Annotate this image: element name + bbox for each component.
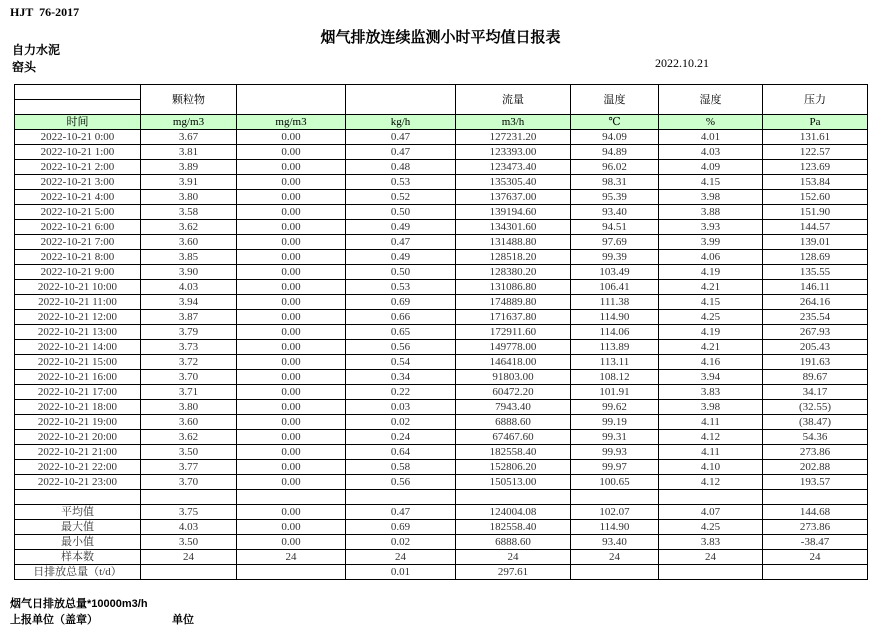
value-cell: 131086.80 <box>456 280 571 295</box>
unit-mgm3-b: mg/m3 <box>237 115 346 130</box>
value-cell: 4.21 <box>659 340 763 355</box>
value-cell: 3.72 <box>141 355 237 370</box>
value-cell: 24 <box>763 550 868 565</box>
unit-percent: % <box>659 115 763 130</box>
value-cell: 3.60 <box>141 415 237 430</box>
value-cell: 99.97 <box>571 460 659 475</box>
value-cell: 0.00 <box>237 475 346 490</box>
value-cell: (32.55) <box>763 400 868 415</box>
value-cell: 0.00 <box>237 520 346 535</box>
value-cell: 149778.00 <box>456 340 571 355</box>
value-cell: 3.88 <box>659 205 763 220</box>
value-cell: 3.83 <box>659 535 763 550</box>
value-cell: 6888.60 <box>456 415 571 430</box>
value-cell: 3.83 <box>659 385 763 400</box>
value-cell: 3.58 <box>141 205 237 220</box>
value-cell: 101.91 <box>571 385 659 400</box>
value-cell: 108.12 <box>571 370 659 385</box>
value-cell: 4.07 <box>659 505 763 520</box>
value-cell: 297.61 <box>456 565 571 580</box>
unit-kgh: kg/h <box>346 115 456 130</box>
page-title: 烟气排放连续监测小时平均值日报表 <box>320 29 561 46</box>
value-cell: 152806.20 <box>456 460 571 475</box>
value-cell: 0.47 <box>346 235 456 250</box>
table-row <box>15 325 868 340</box>
value-cell: 3.98 <box>659 400 763 415</box>
value-cell: 0.00 <box>237 205 346 220</box>
value-cell: 100.65 <box>571 475 659 490</box>
value-cell: 0.00 <box>237 385 346 400</box>
time-cell: 2022-10-21 2:00 <box>15 160 141 175</box>
summary-label-cell: 样本数 <box>15 550 141 565</box>
value-cell: 4.01 <box>659 130 763 145</box>
value-cell: 152.60 <box>763 190 868 205</box>
value-cell: 139.01 <box>763 235 868 250</box>
value-cell: 3.80 <box>141 400 237 415</box>
table-row <box>15 310 868 325</box>
value-cell: 3.94 <box>141 295 237 310</box>
time-cell: 2022-10-21 10:00 <box>15 280 141 295</box>
value-cell: 144.68 <box>763 505 868 520</box>
value-cell: 3.80 <box>141 190 237 205</box>
value-cell: 103.49 <box>571 265 659 280</box>
value-cell: 0.54 <box>346 355 456 370</box>
value-cell: 99.31 <box>571 430 659 445</box>
value-cell: 273.86 <box>763 445 868 460</box>
spacer-row <box>15 490 868 505</box>
table-row <box>15 265 868 280</box>
time-cell: 2022-10-21 16:00 <box>15 370 141 385</box>
value-cell: 4.15 <box>659 295 763 310</box>
value-cell: 24 <box>571 550 659 565</box>
table-row <box>15 160 868 175</box>
time-header: 时间 <box>15 115 141 130</box>
value-cell: 98.31 <box>571 175 659 190</box>
table-row <box>15 430 868 445</box>
table-row <box>15 250 868 265</box>
value-cell: 4.12 <box>659 475 763 490</box>
value-cell: 96.02 <box>571 160 659 175</box>
value-cell: 0.00 <box>237 220 346 235</box>
value-cell: 94.51 <box>571 220 659 235</box>
value-cell: -38.47 <box>763 535 868 550</box>
report-unit-label: 上报单位（盖章） <box>10 614 98 626</box>
value-cell: 4.19 <box>659 265 763 280</box>
time-cell: 2022-10-21 21:00 <box>15 445 141 460</box>
unit-header-row <box>15 115 868 130</box>
value-cell: 150513.00 <box>456 475 571 490</box>
value-cell: 193.57 <box>763 475 868 490</box>
value-cell: 131.61 <box>763 130 868 145</box>
value-cell: 0.66 <box>346 310 456 325</box>
value-cell: 0.64 <box>346 445 456 460</box>
value-cell: 91803.00 <box>456 370 571 385</box>
value-cell: 60472.20 <box>456 385 571 400</box>
corner-cell-bottom <box>15 100 141 115</box>
value-cell: 93.40 <box>571 535 659 550</box>
value-cell: 94.09 <box>571 130 659 145</box>
value-cell: 137637.00 <box>456 190 571 205</box>
value-cell: 24 <box>659 550 763 565</box>
value-cell: 0.69 <box>346 520 456 535</box>
footer-note: 烟气日排放总量*10000m3/h <box>10 598 148 610</box>
value-cell: 264.16 <box>763 295 868 310</box>
corner-cell-top <box>15 85 141 100</box>
value-cell: 4.06 <box>659 250 763 265</box>
value-cell: 4.21 <box>659 280 763 295</box>
value-cell: 0.00 <box>237 295 346 310</box>
value-cell: 0.65 <box>346 325 456 340</box>
table-row <box>15 205 868 220</box>
value-cell: 34.17 <box>763 385 868 400</box>
table-row <box>15 550 868 565</box>
value-cell: 114.90 <box>571 310 659 325</box>
time-cell: 2022-10-21 7:00 <box>15 235 141 250</box>
table-row <box>15 235 868 250</box>
value-cell: 54.36 <box>763 430 868 445</box>
value-cell: 93.40 <box>571 205 659 220</box>
value-cell: 3.85 <box>141 250 237 265</box>
value-cell: 172911.60 <box>456 325 571 340</box>
table-row <box>15 400 868 415</box>
company-name: 自力水泥 <box>12 43 61 57</box>
unit-mgm3-a: mg/m3 <box>141 115 237 130</box>
value-cell: 106.41 <box>571 280 659 295</box>
value-cell: 124004.08 <box>456 505 571 520</box>
value-cell: 3.90 <box>141 265 237 280</box>
value-cell: 0.00 <box>237 415 346 430</box>
value-cell: 4.03 <box>141 280 237 295</box>
table-row <box>15 190 868 205</box>
table-row <box>15 505 868 520</box>
value-cell: 127231.20 <box>456 130 571 145</box>
value-cell <box>237 565 346 580</box>
value-cell: 3.62 <box>141 430 237 445</box>
value-cell: 4.12 <box>659 430 763 445</box>
value-cell: 0.56 <box>346 340 456 355</box>
value-cell: 113.89 <box>571 340 659 355</box>
value-cell: 24 <box>237 550 346 565</box>
value-cell: 0.00 <box>237 460 346 475</box>
value-cell: 135.55 <box>763 265 868 280</box>
value-cell: 235.54 <box>763 310 868 325</box>
value-cell: 3.94 <box>659 370 763 385</box>
value-cell: 3.75 <box>141 505 237 520</box>
value-cell: 3.81 <box>141 145 237 160</box>
report-date: 2022.10.21 <box>655 56 709 70</box>
value-cell: 3.79 <box>141 325 237 340</box>
value-cell: 3.73 <box>141 340 237 355</box>
value-cell: 171637.80 <box>456 310 571 325</box>
value-cell: 4.25 <box>659 520 763 535</box>
table-row <box>15 340 868 355</box>
value-cell: 151.90 <box>763 205 868 220</box>
value-cell: 0.00 <box>237 340 346 355</box>
value-cell: 0.00 <box>237 310 346 325</box>
value-cell: 0.52 <box>346 190 456 205</box>
value-cell: 0.02 <box>346 415 456 430</box>
value-cell: 0.00 <box>237 160 346 175</box>
value-cell: 0.53 <box>346 280 456 295</box>
col-header-temperature: 温度 <box>571 85 659 115</box>
value-cell: 131488.80 <box>456 235 571 250</box>
value-cell: 0.00 <box>237 190 346 205</box>
value-cell: 0.56 <box>346 475 456 490</box>
value-cell: 99.62 <box>571 400 659 415</box>
value-cell: 273.86 <box>763 520 868 535</box>
value-cell: 4.03 <box>141 520 237 535</box>
value-cell <box>571 565 659 580</box>
value-cell: 3.50 <box>141 445 237 460</box>
value-cell: 0.58 <box>346 460 456 475</box>
value-cell: 0.47 <box>346 505 456 520</box>
table-row <box>15 130 868 145</box>
unit-pa: Pa <box>763 115 868 130</box>
time-cell: 2022-10-21 14:00 <box>15 340 141 355</box>
table-row <box>15 355 868 370</box>
value-cell: 3.99 <box>659 235 763 250</box>
time-cell: 2022-10-21 4:00 <box>15 190 141 205</box>
time-cell: 2022-10-21 12:00 <box>15 310 141 325</box>
time-cell: 2022-10-21 9:00 <box>15 265 141 280</box>
col-header-blank-1 <box>237 85 346 115</box>
value-cell: 3.70 <box>141 370 237 385</box>
value-cell: 146.11 <box>763 280 868 295</box>
value-cell: 0.00 <box>237 265 346 280</box>
value-cell: 0.49 <box>346 250 456 265</box>
value-cell: 0.02 <box>346 535 456 550</box>
time-cell: 2022-10-21 1:00 <box>15 145 141 160</box>
value-cell: 99.93 <box>571 445 659 460</box>
spacer-body <box>15 490 868 505</box>
value-cell: 3.87 <box>141 310 237 325</box>
time-cell: 2022-10-21 18:00 <box>15 400 141 415</box>
table-row <box>15 280 868 295</box>
value-cell: 24 <box>141 550 237 565</box>
value-cell: 174889.80 <box>456 295 571 310</box>
value-cell: 3.67 <box>141 130 237 145</box>
value-cell: 4.11 <box>659 445 763 460</box>
summary-body <box>15 505 868 580</box>
value-cell: 0.49 <box>346 220 456 235</box>
value-cell: 67467.60 <box>456 430 571 445</box>
value-cell: 139194.60 <box>456 205 571 220</box>
value-cell: 128.69 <box>763 250 868 265</box>
time-cell: 2022-10-21 19:00 <box>15 415 141 430</box>
value-cell: 0.00 <box>237 130 346 145</box>
value-cell: 123393.00 <box>456 145 571 160</box>
time-cell: 2022-10-21 22:00 <box>15 460 141 475</box>
value-cell: 113.11 <box>571 355 659 370</box>
time-cell: 2022-10-21 23:00 <box>15 475 141 490</box>
group-header-row <box>15 85 868 100</box>
table-row <box>15 175 868 190</box>
table-row <box>15 520 868 535</box>
time-cell: 2022-10-21 0:00 <box>15 130 141 145</box>
unit-m3h: m3/h <box>456 115 571 130</box>
value-cell: 89.67 <box>763 370 868 385</box>
value-cell: 3.98 <box>659 190 763 205</box>
value-cell: 146418.00 <box>456 355 571 370</box>
value-cell: 0.00 <box>237 505 346 520</box>
value-cell: 153.84 <box>763 175 868 190</box>
table-row <box>15 295 868 310</box>
value-cell: 4.25 <box>659 310 763 325</box>
value-cell: 128518.20 <box>456 250 571 265</box>
value-cell: 0.34 <box>346 370 456 385</box>
table-row <box>15 445 868 460</box>
value-cell: 4.19 <box>659 325 763 340</box>
value-cell: 0.00 <box>237 325 346 340</box>
value-cell: 0.24 <box>346 430 456 445</box>
value-cell: 4.09 <box>659 160 763 175</box>
standard-ref: HJT 76-2017 <box>10 5 80 19</box>
col-header-humidity: 湿度 <box>659 85 763 115</box>
col-header-particulate: 颗粒物 <box>141 85 237 115</box>
value-cell: 4.11 <box>659 415 763 430</box>
time-cell: 2022-10-21 20:00 <box>15 430 141 445</box>
value-cell: 0.00 <box>237 400 346 415</box>
value-cell: 7943.40 <box>456 400 571 415</box>
value-cell: 144.57 <box>763 220 868 235</box>
value-cell: 3.50 <box>141 535 237 550</box>
value-cell: 0.00 <box>237 430 346 445</box>
summary-label-cell: 最小值 <box>15 535 141 550</box>
value-cell: 3.77 <box>141 460 237 475</box>
value-cell: 191.63 <box>763 355 868 370</box>
value-cell: 0.22 <box>346 385 456 400</box>
value-cell: 3.71 <box>141 385 237 400</box>
summary-label-cell: 平均值 <box>15 505 141 520</box>
table-row <box>15 460 868 475</box>
summary-label-cell: 最大值 <box>15 520 141 535</box>
value-cell <box>659 565 763 580</box>
value-cell <box>763 565 868 580</box>
value-cell: 0.50 <box>346 205 456 220</box>
value-cell: 111.38 <box>571 295 659 310</box>
value-cell: 4.10 <box>659 460 763 475</box>
unit-celsius: ℃ <box>571 115 659 130</box>
value-cell: (38.47) <box>763 415 868 430</box>
value-cell: 0.01 <box>346 565 456 580</box>
table-row <box>15 370 868 385</box>
value-cell: 94.89 <box>571 145 659 160</box>
value-cell <box>141 565 237 580</box>
value-cell: 114.06 <box>571 325 659 340</box>
value-cell: 0.00 <box>237 250 346 265</box>
value-cell: 135305.40 <box>456 175 571 190</box>
time-cell: 2022-10-21 5:00 <box>15 205 141 220</box>
table-row <box>15 145 868 160</box>
value-cell: 114.90 <box>571 520 659 535</box>
value-cell: 3.89 <box>141 160 237 175</box>
value-cell: 205.43 <box>763 340 868 355</box>
value-cell: 97.69 <box>571 235 659 250</box>
col-header-pressure: 压力 <box>763 85 868 115</box>
time-cell: 2022-10-21 3:00 <box>15 175 141 190</box>
summary-label-cell: 日排放总量（t/d） <box>15 565 141 580</box>
value-cell: 128380.20 <box>456 265 571 280</box>
value-cell: 0.50 <box>346 265 456 280</box>
col-header-flow: 流量 <box>456 85 571 115</box>
value-cell: 99.19 <box>571 415 659 430</box>
value-cell: 0.00 <box>237 370 346 385</box>
value-cell: 99.39 <box>571 250 659 265</box>
value-cell: 0.00 <box>237 355 346 370</box>
value-cell: 0.00 <box>237 280 346 295</box>
value-cell: 202.88 <box>763 460 868 475</box>
value-cell: 122.57 <box>763 145 868 160</box>
value-cell: 0.00 <box>237 175 346 190</box>
value-cell: 3.70 <box>141 475 237 490</box>
value-cell: 0.47 <box>346 145 456 160</box>
value-cell: 3.62 <box>141 220 237 235</box>
time-cell: 2022-10-21 17:00 <box>15 385 141 400</box>
unit-label: 单位 <box>172 614 194 626</box>
col-header-blank-2 <box>346 85 456 115</box>
value-cell: 123.69 <box>763 160 868 175</box>
value-cell: 0.53 <box>346 175 456 190</box>
value-cell: 0.48 <box>346 160 456 175</box>
value-cell: 4.16 <box>659 355 763 370</box>
value-cell: 182558.40 <box>456 520 571 535</box>
table-row <box>15 220 868 235</box>
table-row <box>15 565 868 580</box>
value-cell: 102.07 <box>571 505 659 520</box>
value-cell: 0.47 <box>346 130 456 145</box>
table-row <box>15 475 868 490</box>
table-row <box>15 535 868 550</box>
time-cell: 2022-10-21 13:00 <box>15 325 141 340</box>
value-cell: 0.00 <box>237 535 346 550</box>
table-body <box>15 130 868 490</box>
time-cell: 2022-10-21 6:00 <box>15 220 141 235</box>
site-name: 窑头 <box>12 60 37 74</box>
value-cell: 4.15 <box>659 175 763 190</box>
value-cell: 3.91 <box>141 175 237 190</box>
value-cell: 267.93 <box>763 325 868 340</box>
value-cell: 134301.60 <box>456 220 571 235</box>
value-cell: 0.00 <box>237 235 346 250</box>
value-cell: 4.03 <box>659 145 763 160</box>
value-cell: 182558.40 <box>456 445 571 460</box>
value-cell: 6888.60 <box>456 535 571 550</box>
table-row <box>15 415 868 430</box>
value-cell: 0.00 <box>237 145 346 160</box>
time-cell: 2022-10-21 15:00 <box>15 355 141 370</box>
value-cell: 0.00 <box>237 445 346 460</box>
time-cell: 2022-10-21 11:00 <box>15 295 141 310</box>
value-cell: 24 <box>456 550 571 565</box>
value-cell: 0.03 <box>346 400 456 415</box>
time-cell: 2022-10-21 8:00 <box>15 250 141 265</box>
value-cell: 3.93 <box>659 220 763 235</box>
value-cell: 123473.40 <box>456 160 571 175</box>
report-table <box>14 84 868 580</box>
table-row <box>15 385 868 400</box>
value-cell: 95.39 <box>571 190 659 205</box>
value-cell: 3.60 <box>141 235 237 250</box>
value-cell: 0.69 <box>346 295 456 310</box>
value-cell: 24 <box>346 550 456 565</box>
